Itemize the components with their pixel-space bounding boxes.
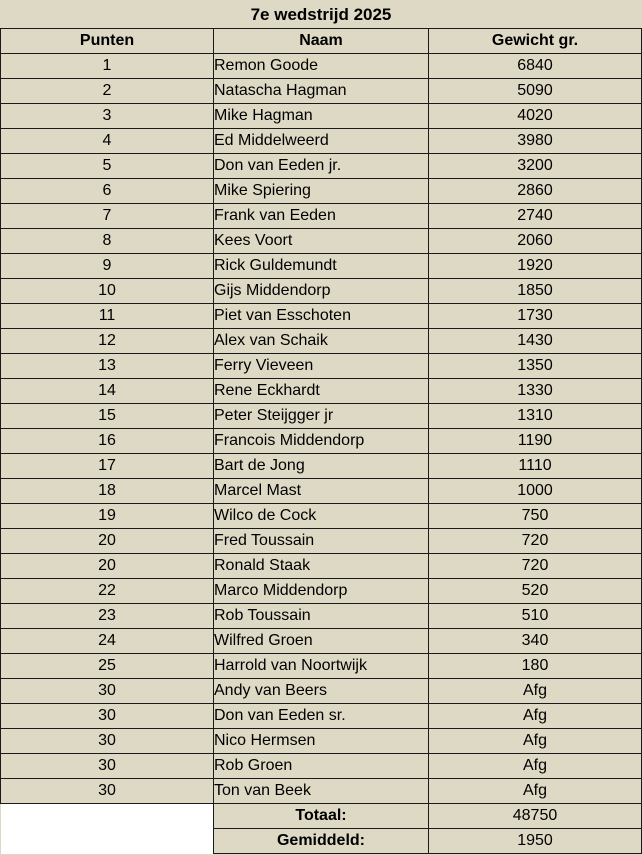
table-row <box>1 229 642 254</box>
punten-cell[interactable]: 18 <box>1 479 214 504</box>
punten-cell[interactable]: 25 <box>1 654 214 679</box>
naam-cell[interactable]: Rene Eckhardt <box>214 379 429 404</box>
gewicht-cell[interactable]: Afg <box>429 779 642 804</box>
naam-cell[interactable]: Ton van Beek <box>214 779 429 804</box>
results-body <box>1 54 642 804</box>
naam-cell[interactable]: Marco Middendorp <box>214 579 429 604</box>
punten-cell[interactable]: 11 <box>1 304 214 329</box>
average-row <box>1 829 642 854</box>
gewicht-cell[interactable]: 3980 <box>429 129 642 154</box>
table-row <box>1 479 642 504</box>
gewicht-cell[interactable]: Afg <box>429 704 642 729</box>
gewicht-cell[interactable]: 5090 <box>429 79 642 104</box>
table-row <box>1 354 642 379</box>
naam-cell[interactable]: Mike Hagman <box>214 104 429 129</box>
table-row <box>1 79 642 104</box>
punten-cell[interactable]: 20 <box>1 554 214 579</box>
punten-cell[interactable]: 19 <box>1 504 214 529</box>
punten-cell[interactable]: 13 <box>1 354 214 379</box>
table-row <box>1 529 642 554</box>
naam-cell[interactable]: Kees Voort <box>214 229 429 254</box>
column-header-punten[interactable]: Punten <box>1 29 214 54</box>
table-row <box>1 104 642 129</box>
gewicht-cell[interactable]: Afg <box>429 729 642 754</box>
empty-cell <box>1 829 214 854</box>
gewicht-cell[interactable]: 1430 <box>429 329 642 354</box>
column-header-gewicht[interactable]: Gewicht gr. <box>429 29 642 54</box>
gewicht-cell[interactable]: 1850 <box>429 279 642 304</box>
gewicht-cell[interactable]: 510 <box>429 604 642 629</box>
punten-cell[interactable]: 10 <box>1 279 214 304</box>
table-row <box>1 679 642 704</box>
naam-cell[interactable]: Alex van Schaik <box>214 329 429 354</box>
gewicht-cell[interactable]: 1350 <box>429 354 642 379</box>
gewicht-cell[interactable]: 720 <box>429 529 642 554</box>
punten-cell[interactable]: 14 <box>1 379 214 404</box>
gewicht-cell[interactable]: 1190 <box>429 429 642 454</box>
punten-cell[interactable]: 9 <box>1 254 214 279</box>
punten-cell[interactable]: 30 <box>1 729 214 754</box>
table-row <box>1 579 642 604</box>
punten-cell[interactable]: 30 <box>1 779 214 804</box>
table-row <box>1 404 642 429</box>
gewicht-cell[interactable]: 4020 <box>429 104 642 129</box>
gewicht-cell[interactable]: 720 <box>429 554 642 579</box>
table-row <box>1 629 642 654</box>
punten-cell[interactable]: 16 <box>1 429 214 454</box>
table-row <box>1 129 642 154</box>
punten-cell[interactable]: 23 <box>1 604 214 629</box>
average-value[interactable]: 1950 <box>429 829 642 854</box>
table-row <box>1 654 642 679</box>
table-row <box>1 54 642 79</box>
gewicht-cell[interactable]: 1920 <box>429 254 642 279</box>
naam-cell[interactable]: Marcel Mast <box>214 479 429 504</box>
punten-cell[interactable]: 3 <box>1 104 214 129</box>
table-row <box>1 779 642 804</box>
gewicht-cell[interactable]: 1000 <box>429 479 642 504</box>
table-row <box>1 329 642 354</box>
gewicht-cell[interactable]: 750 <box>429 504 642 529</box>
total-row <box>1 804 642 829</box>
table-row <box>1 304 642 329</box>
punten-cell[interactable]: 5 <box>1 154 214 179</box>
naam-cell[interactable]: Ferry Vieveen <box>214 354 429 379</box>
naam-cell[interactable]: Peter Steijgger jr <box>214 404 429 429</box>
gewicht-cell[interactable]: 1730 <box>429 304 642 329</box>
punten-cell[interactable]: 30 <box>1 754 214 779</box>
punten-cell[interactable]: 8 <box>1 229 214 254</box>
naam-cell[interactable]: Natascha Hagman <box>214 79 429 104</box>
naam-cell[interactable]: Bart de Jong <box>214 454 429 479</box>
table-row <box>1 429 642 454</box>
table-row <box>1 454 642 479</box>
table-row <box>1 704 642 729</box>
gewicht-cell[interactable]: Afg <box>429 754 642 779</box>
punten-cell[interactable]: 1 <box>1 54 214 79</box>
naam-cell[interactable]: Frank van Eeden <box>214 204 429 229</box>
gewicht-cell[interactable]: 2860 <box>429 179 642 204</box>
gewicht-cell[interactable]: 6840 <box>429 54 642 79</box>
gewicht-cell[interactable]: 520 <box>429 579 642 604</box>
gewicht-cell[interactable]: 1310 <box>429 404 642 429</box>
column-header-naam[interactable]: Naam <box>214 29 429 54</box>
punten-cell[interactable]: 22 <box>1 579 214 604</box>
sheet-title: 7e wedstrijd 2025 <box>250 5 392 24</box>
table-row <box>1 504 642 529</box>
naam-cell[interactable]: Andy van Beers <box>214 679 429 704</box>
punten-cell[interactable]: 30 <box>1 679 214 704</box>
gewicht-cell[interactable]: 180 <box>429 654 642 679</box>
gewicht-cell[interactable]: 2740 <box>429 204 642 229</box>
punten-cell[interactable]: 6 <box>1 179 214 204</box>
naam-cell[interactable]: Francois Middendorp <box>214 429 429 454</box>
punten-cell[interactable]: 17 <box>1 454 214 479</box>
punten-cell[interactable]: 30 <box>1 704 214 729</box>
table-row <box>1 204 642 229</box>
table-row <box>1 279 642 304</box>
punten-cell[interactable]: 15 <box>1 404 214 429</box>
empty-cell <box>1 804 214 829</box>
table-row <box>1 179 642 204</box>
naam-cell[interactable]: Rick Guldemundt <box>214 254 429 279</box>
punten-cell[interactable]: 7 <box>1 204 214 229</box>
table-row <box>1 379 642 404</box>
table-row <box>1 154 642 179</box>
punten-cell[interactable]: 2 <box>1 79 214 104</box>
punten-cell[interactable]: 20 <box>1 529 214 554</box>
naam-cell[interactable]: Ed Middelweerd <box>214 129 429 154</box>
naam-cell[interactable]: Rob Toussain <box>214 604 429 629</box>
average-label[interactable]: Gemiddeld: <box>214 829 429 854</box>
naam-cell[interactable]: Harrold van Noortwijk <box>214 654 429 679</box>
naam-cell[interactable]: Mike Spiering <box>214 179 429 204</box>
table-row <box>1 254 642 279</box>
naam-cell[interactable]: Remon Goode <box>214 54 429 79</box>
table-row <box>1 729 642 754</box>
header-row <box>1 29 642 54</box>
gewicht-cell[interactable]: 340 <box>429 629 642 654</box>
naam-cell[interactable]: Wilco de Cock <box>214 504 429 529</box>
total-value[interactable]: 48750 <box>429 804 642 829</box>
gewicht-cell[interactable]: 2060 <box>429 229 642 254</box>
naam-cell[interactable]: Nico Hermsen <box>214 729 429 754</box>
gewicht-cell[interactable]: 3200 <box>429 154 642 179</box>
punten-cell[interactable]: 12 <box>1 329 214 354</box>
punten-cell[interactable]: 24 <box>1 629 214 654</box>
table-row <box>1 554 642 579</box>
naam-cell[interactable]: Don van Eeden sr. <box>214 704 429 729</box>
gewicht-cell[interactable]: 1110 <box>429 454 642 479</box>
naam-cell[interactable]: Rob Groen <box>214 754 429 779</box>
naam-cell[interactable]: Wilfred Groen <box>214 629 429 654</box>
total-label[interactable]: Totaal: <box>214 804 429 829</box>
punten-cell[interactable]: 4 <box>1 129 214 154</box>
gewicht-cell[interactable]: 1330 <box>429 379 642 404</box>
results-table <box>0 28 642 854</box>
naam-cell[interactable]: Fred Toussain <box>214 529 429 554</box>
naam-cell[interactable]: Don van Eeden jr. <box>214 154 429 179</box>
naam-cell[interactable]: Gijs Middendorp <box>214 279 429 304</box>
gewicht-cell[interactable]: Afg <box>429 679 642 704</box>
naam-cell[interactable]: Piet van Esschoten <box>214 304 429 329</box>
table-row <box>1 604 642 629</box>
naam-cell[interactable]: Ronald Staak <box>214 554 429 579</box>
table-row <box>1 754 642 779</box>
